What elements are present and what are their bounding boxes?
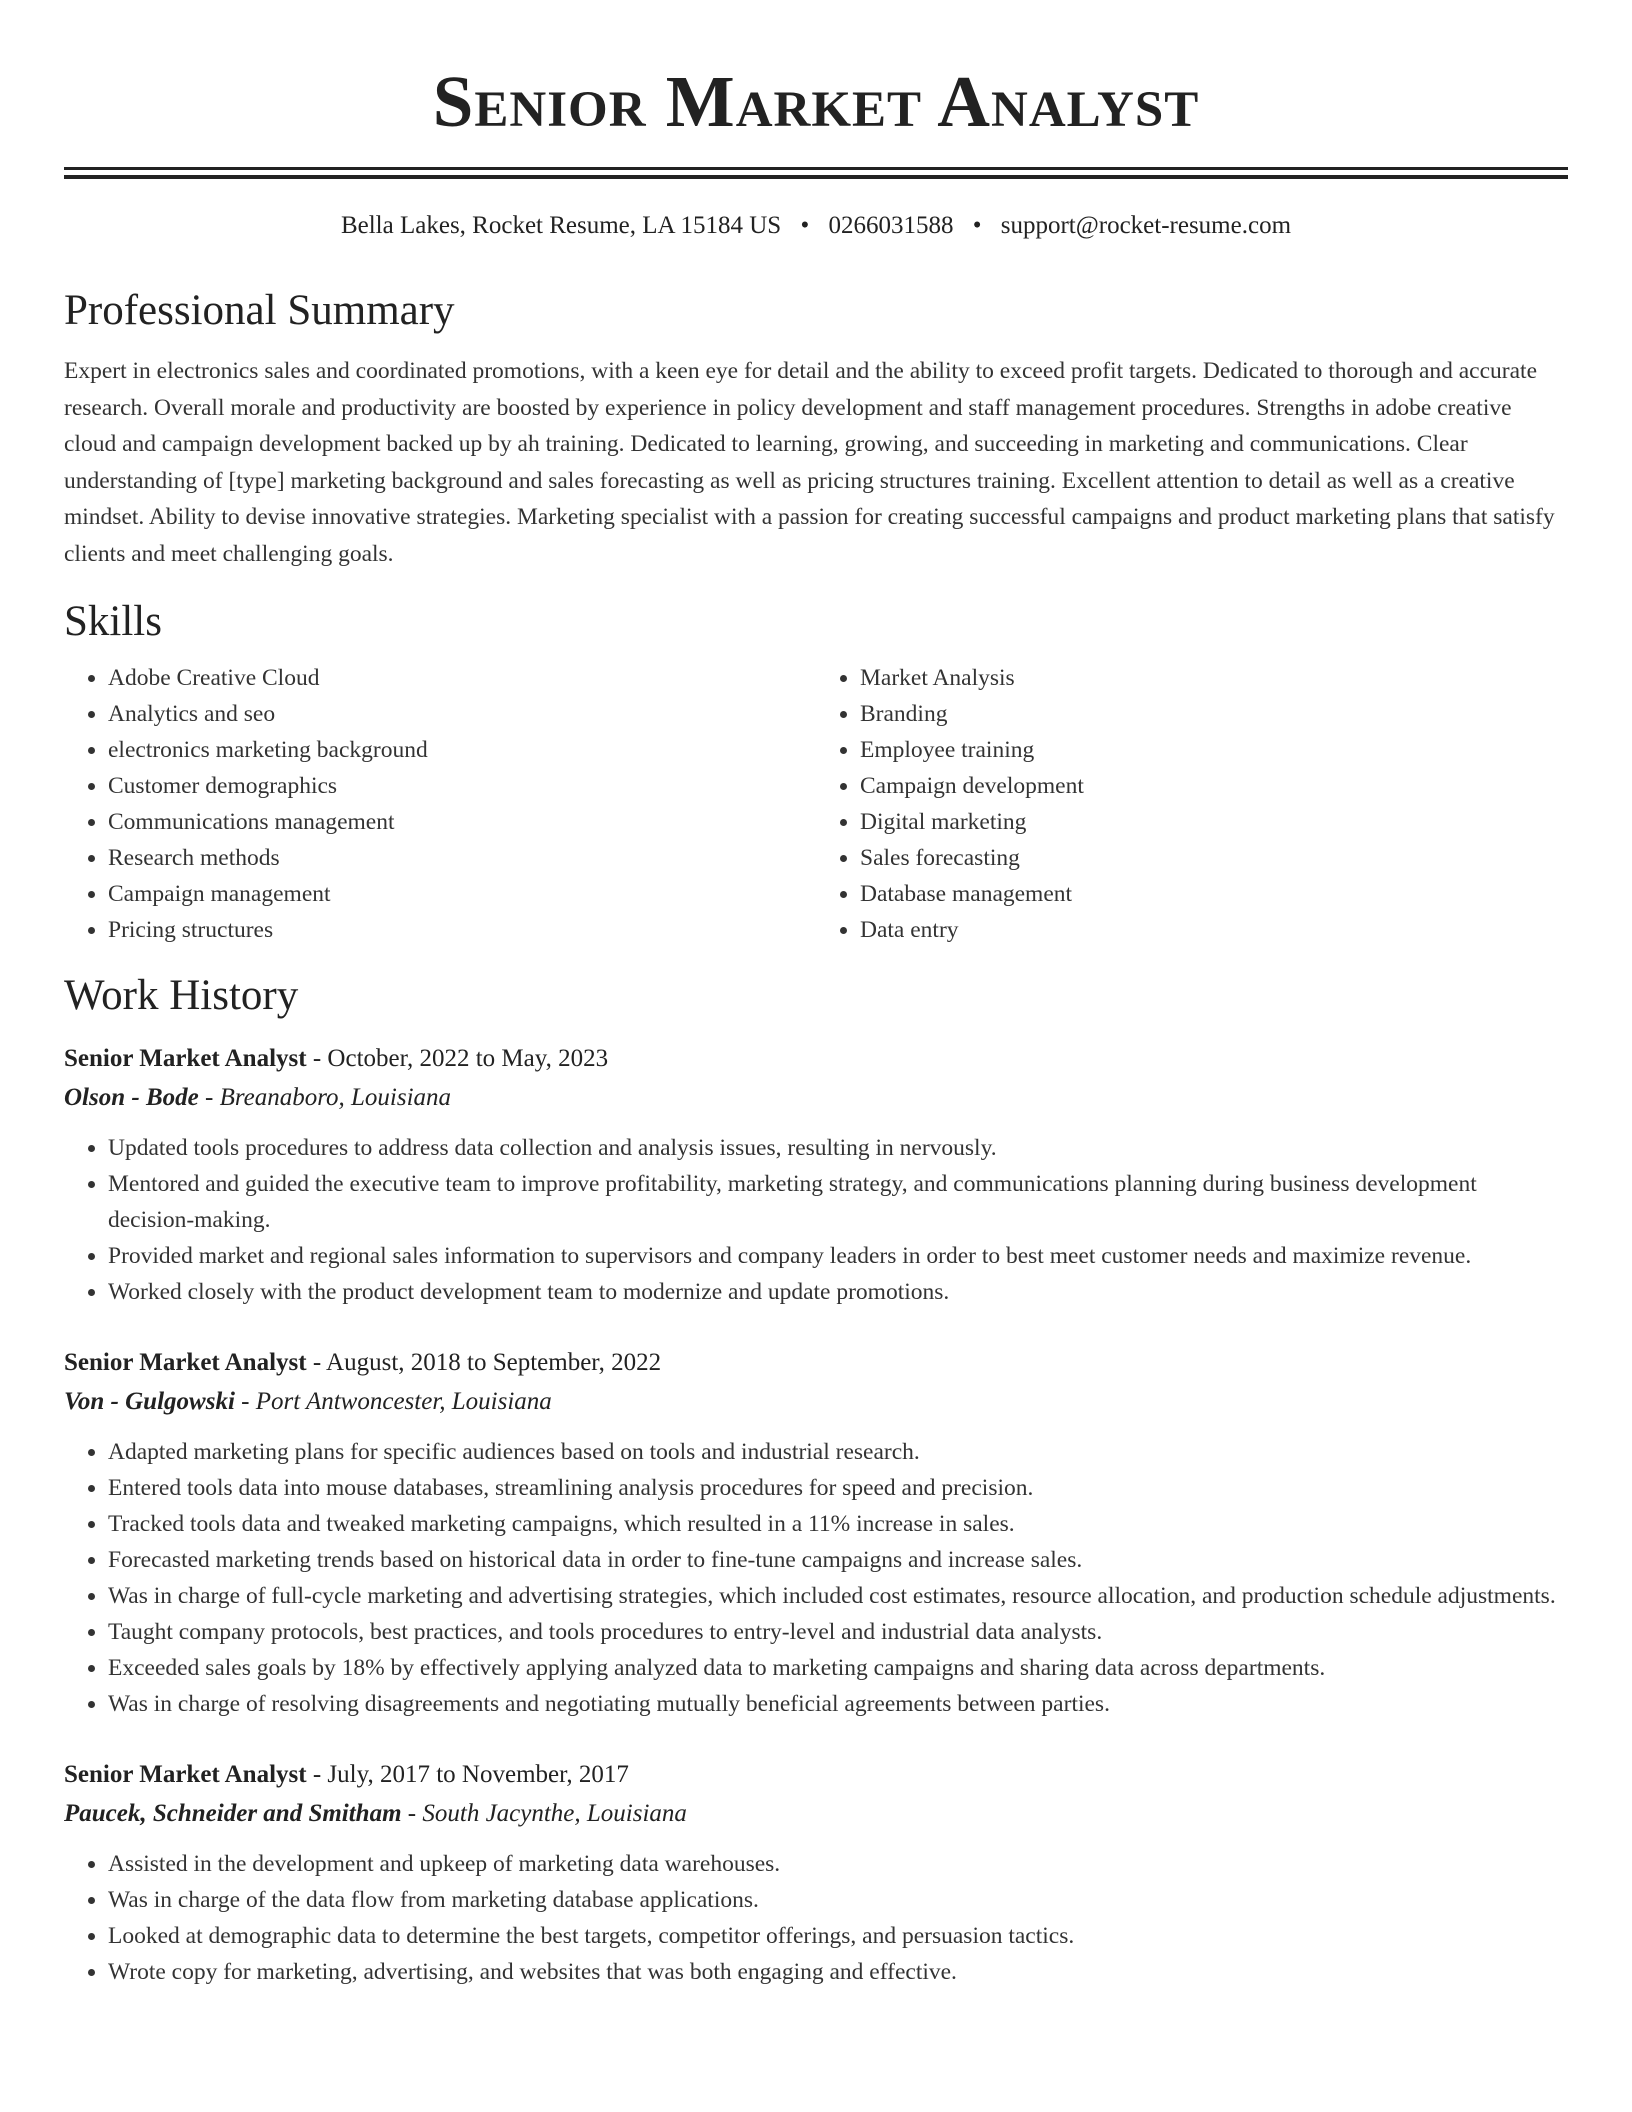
job-duty-item: • Mentored and guided the executive team to improve profitability, marketing strategy, and communications planning during business development decision-making.	[108, 1166, 1568, 1238]
skill-item: • Employee training	[860, 732, 1568, 768]
contact-email: support@rocket-resume.com	[1000, 212, 1292, 239]
job-dates: July, 2017 to November, 2017	[327, 1761, 629, 1788]
job-company: Paucek, Schneider and Smitham	[64, 1800, 402, 1827]
job-duty-item: • Looked at demographic data to determine the best targets, competitor offerings, and persuasion tactics.	[108, 1918, 1568, 1954]
contact-address: Bella Lakes, Rocket Resume, LA 15184 US	[340, 212, 782, 239]
skill-item: • Adobe Creative Cloud	[108, 660, 816, 696]
skill-item: • Market Analysis	[860, 660, 1568, 696]
professional-summary-heading: Professional Summary	[64, 287, 455, 334]
skill-item: • Sales forecasting	[860, 840, 1568, 876]
job-duty-item: • Taught company protocols, best practices, and tools procedures to entry-level and industrial data analysts.	[108, 1614, 1568, 1650]
skill-item: • Campaign development	[860, 768, 1568, 804]
contact-line	[64, 209, 1568, 243]
job-dash: -	[306, 1045, 328, 1072]
job-duty-item: • Worked closely with the product development team to modernize and update promotions.	[108, 1274, 1568, 1310]
job-duty-item: • Provided market and regional sales information to supervisors and company leaders in order to best meet customer needs and maximize revenue.	[108, 1238, 1568, 1274]
job-duty-item: • Tracked tools data and tweaked marketing campaigns, which resulted in a 11% increase in sales.	[108, 1506, 1568, 1542]
job-header	[64, 1756, 1568, 1794]
skill-item: • Customer demographics	[108, 768, 816, 804]
job-duty-item: • Forecasted marketing trends based on historical data in order to fine-tune campaigns and increase sales.	[108, 1542, 1568, 1578]
skill-item: • electronics marketing background	[108, 732, 816, 768]
job-dash: -	[401, 1800, 423, 1827]
job-header	[64, 1344, 1568, 1382]
job-duty-item: • Exceeded sales goals by 18% by effectively applying analyzed data to marketing campaigns and sharing data across departments.	[108, 1650, 1568, 1686]
skills-heading: Skills	[64, 598, 162, 645]
job-entry	[64, 1344, 1568, 1722]
job-company: Von - Gulgowski	[64, 1388, 235, 1415]
job-header	[64, 1040, 1568, 1078]
skill-item: • Analytics and seo	[108, 696, 816, 732]
job-dash: -	[198, 1084, 220, 1111]
job-location: Port Antwoncester, Louisiana	[255, 1388, 552, 1415]
job-dates: October, 2022 to May, 2023	[327, 1045, 609, 1072]
contact-separator: •	[800, 212, 810, 239]
job-location: Breanaboro, Louisiana	[219, 1084, 452, 1111]
job-duty-item: • Updated tools procedures to address data collection and analysis issues, resulting in nervously.	[108, 1130, 1568, 1166]
job-duties-list	[64, 1846, 1568, 1990]
professional-summary-text: Expert in electronics sales and coordinated promotions, with a keen eye for detail and the ability to exceed profit targets. Dedicated to thorough and accurate research. Overall morale and productivity are boosted by experience in policy development and staff management procedures. Strengths in adobe creative cloud and campaign development backed up by ah training. Dedicated to learning, growing, and succeeding in marketing and communications. Clear understanding of [type] marketing background and sales forecasting as well as pricing structures training. Excellent attention to detail as well as a creative mindset. Ability to devise innovative strategies. Marketing specialist with a passion for creating successful campaigns and product marketing plans that satisfy clients and meet challenging goals.	[64, 358, 1555, 567]
header-divider	[64, 167, 1568, 179]
skill-item: • Pricing structures	[108, 912, 816, 948]
skills-grid	[64, 660, 1568, 948]
job-employer	[64, 1078, 1568, 1118]
job-duty-item: • Assisted in the development and upkeep of marketing data warehouses.	[108, 1846, 1568, 1882]
skill-item: • Campaign management	[108, 876, 816, 912]
job-dash: -	[234, 1388, 256, 1415]
job-location: South Jacynthe, Louisiana	[422, 1800, 687, 1827]
job-dates: August, 2018 to September, 2022	[326, 1349, 662, 1376]
skill-item: • Research methods	[108, 840, 816, 876]
contact-phone: 0266031588	[828, 212, 954, 239]
job-employer	[64, 1794, 1568, 1834]
job-employer	[64, 1382, 1568, 1422]
skill-item: • Communications management	[108, 804, 816, 840]
contact-separator: •	[972, 212, 982, 239]
skill-item: • Branding	[860, 696, 1568, 732]
job-company: Olson - Bode	[64, 1084, 199, 1111]
job-dash: -	[306, 1761, 328, 1788]
job-duty-item: • Was in charge of full-cycle marketing and advertising strategies, which included cost estimates, resource allocation, and production schedule adjustments.	[108, 1578, 1568, 1614]
job-duty-item: • Adapted marketing plans for specific audiences based on tools and industrial research.	[108, 1434, 1568, 1470]
resume-name-heading: Senior Market Analyst	[432, 61, 1200, 142]
job-duties-list	[64, 1434, 1568, 1722]
job-duty-item: • Wrote copy for marketing, advertising, and websites that was both engaging and effective.	[108, 1954, 1568, 1990]
work-history-heading: Work History	[64, 972, 299, 1019]
job-entry	[64, 1040, 1568, 1310]
skill-item: • Database management	[860, 876, 1568, 912]
skill-item: • Data entry	[860, 912, 1568, 948]
job-duties-list	[64, 1130, 1568, 1310]
job-duty-item: • Was in charge of the data flow from marketing database applications.	[108, 1882, 1568, 1918]
skills-list-left	[64, 660, 816, 948]
skill-item: • Digital marketing	[860, 804, 1568, 840]
job-title: Senior Market Analyst	[64, 1349, 307, 1376]
job-title: Senior Market Analyst	[64, 1045, 307, 1072]
job-title: Senior Market Analyst	[64, 1761, 307, 1788]
job-duty-item: • Entered tools data into mouse databases, streamlining analysis procedures for speed and precision.	[108, 1470, 1568, 1506]
job-duty-item: • Was in charge of resolving disagreements and negotiating mutually beneficial agreements between parties.	[108, 1686, 1568, 1722]
skills-list-right	[816, 660, 1568, 948]
job-entry	[64, 1756, 1568, 1990]
job-dash: -	[306, 1349, 327, 1376]
